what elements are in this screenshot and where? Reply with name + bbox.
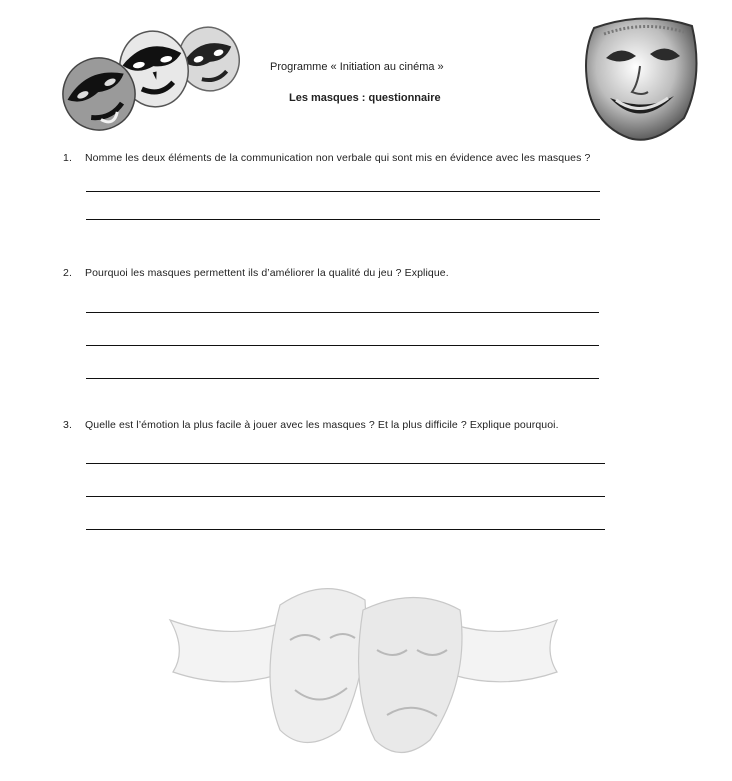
question-1 — [63, 152, 590, 164]
page-title: Les masques : questionnaire — [289, 92, 441, 104]
answer-line[interactable] — [86, 496, 605, 497]
question-2 — [63, 267, 449, 279]
answer-line[interactable] — [86, 191, 600, 192]
question-number: 1. — [63, 152, 72, 164]
comedy-mask-image — [574, 8, 714, 150]
opera-masks-image — [44, 14, 256, 136]
theatre-masks-decoration — [165, 580, 565, 770]
answer-line[interactable] — [86, 312, 599, 313]
question-text: Quelle est l’émotion la plus facile à jouer avec les masques ? Et la plus difficile ? Explique pourquoi. — [85, 419, 559, 431]
answer-line[interactable] — [86, 463, 605, 464]
question-3 — [63, 419, 559, 431]
question-text: Pourquoi les masques permettent ils d’améliorer la qualité du jeu ? Explique. — [85, 267, 449, 279]
answer-line[interactable] — [86, 219, 600, 220]
program-title: Programme « Initiation au cinéma » — [270, 61, 444, 73]
question-number: 3. — [63, 419, 72, 431]
answer-line[interactable] — [86, 345, 599, 346]
question-text: Nomme les deux éléments de la communication non verbale qui sont mis en évidence avec les masques ? — [85, 152, 591, 164]
question-number: 2. — [63, 267, 72, 279]
answer-line[interactable] — [86, 378, 599, 379]
answer-line[interactable] — [86, 529, 605, 530]
